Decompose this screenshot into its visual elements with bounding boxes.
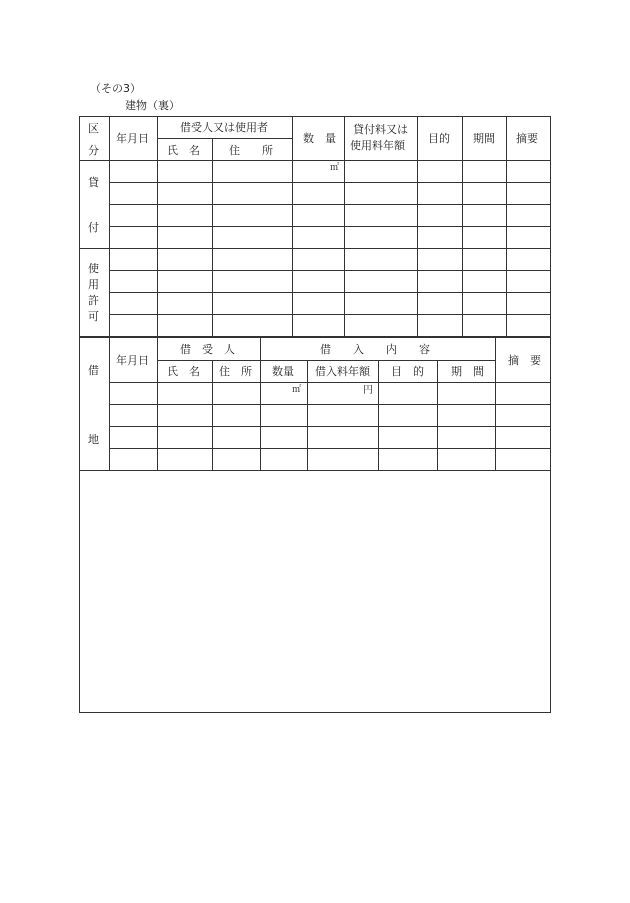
- lower-col-name: 氏 名: [167, 365, 200, 378]
- col-fee-line2: 使用料年額: [350, 139, 405, 152]
- col-date: 年月日: [116, 132, 149, 145]
- section-leasing-2: 地: [88, 433, 99, 446]
- lower-col-period: 期 間: [451, 365, 484, 378]
- col-fee-line1: 貸付料又は: [353, 123, 408, 136]
- unit-yen: 円: [363, 385, 373, 396]
- lower-col-quantity: 数量: [272, 365, 294, 378]
- lower-col-address: 住 所: [219, 365, 252, 378]
- col-kubun-top: 区: [88, 122, 99, 135]
- col-rent: 借入料年額: [315, 365, 370, 378]
- col-content: 借 入 内 容: [320, 343, 430, 356]
- section-permit-1: 使: [88, 262, 99, 275]
- col-address: 住 所: [229, 144, 273, 157]
- unit-area-lower: ㎡: [292, 385, 302, 395]
- col-purpose: 目的: [428, 132, 450, 145]
- lower-col-remarks: 摘 要: [508, 354, 541, 367]
- unit-area-upper: ㎡: [330, 163, 340, 173]
- col-quantity: 数 量: [303, 132, 336, 145]
- section-lending-2: 付: [88, 221, 99, 234]
- section-permit-2: 用: [88, 278, 99, 291]
- col-borrower: 借受人又は使用者: [180, 121, 268, 134]
- col-period: 期間: [473, 132, 495, 145]
- section-leasing-1: 借: [88, 364, 99, 377]
- col-kubun-bottom: 分: [88, 144, 99, 157]
- section-permit-4: 可: [88, 310, 99, 323]
- part-label: （その3）: [90, 82, 141, 95]
- page-subtitle: 建物（裏）: [125, 99, 180, 112]
- lower-col-purpose: 目 的: [391, 365, 424, 378]
- section-lending-1: 貸: [88, 176, 99, 189]
- lower-col-date: 年月日: [116, 354, 149, 367]
- col-remarks: 摘要: [516, 132, 538, 145]
- col-lessee: 借 受 人: [180, 343, 235, 356]
- col-name: 氏 名: [167, 144, 200, 157]
- section-permit-3: 許: [88, 294, 99, 307]
